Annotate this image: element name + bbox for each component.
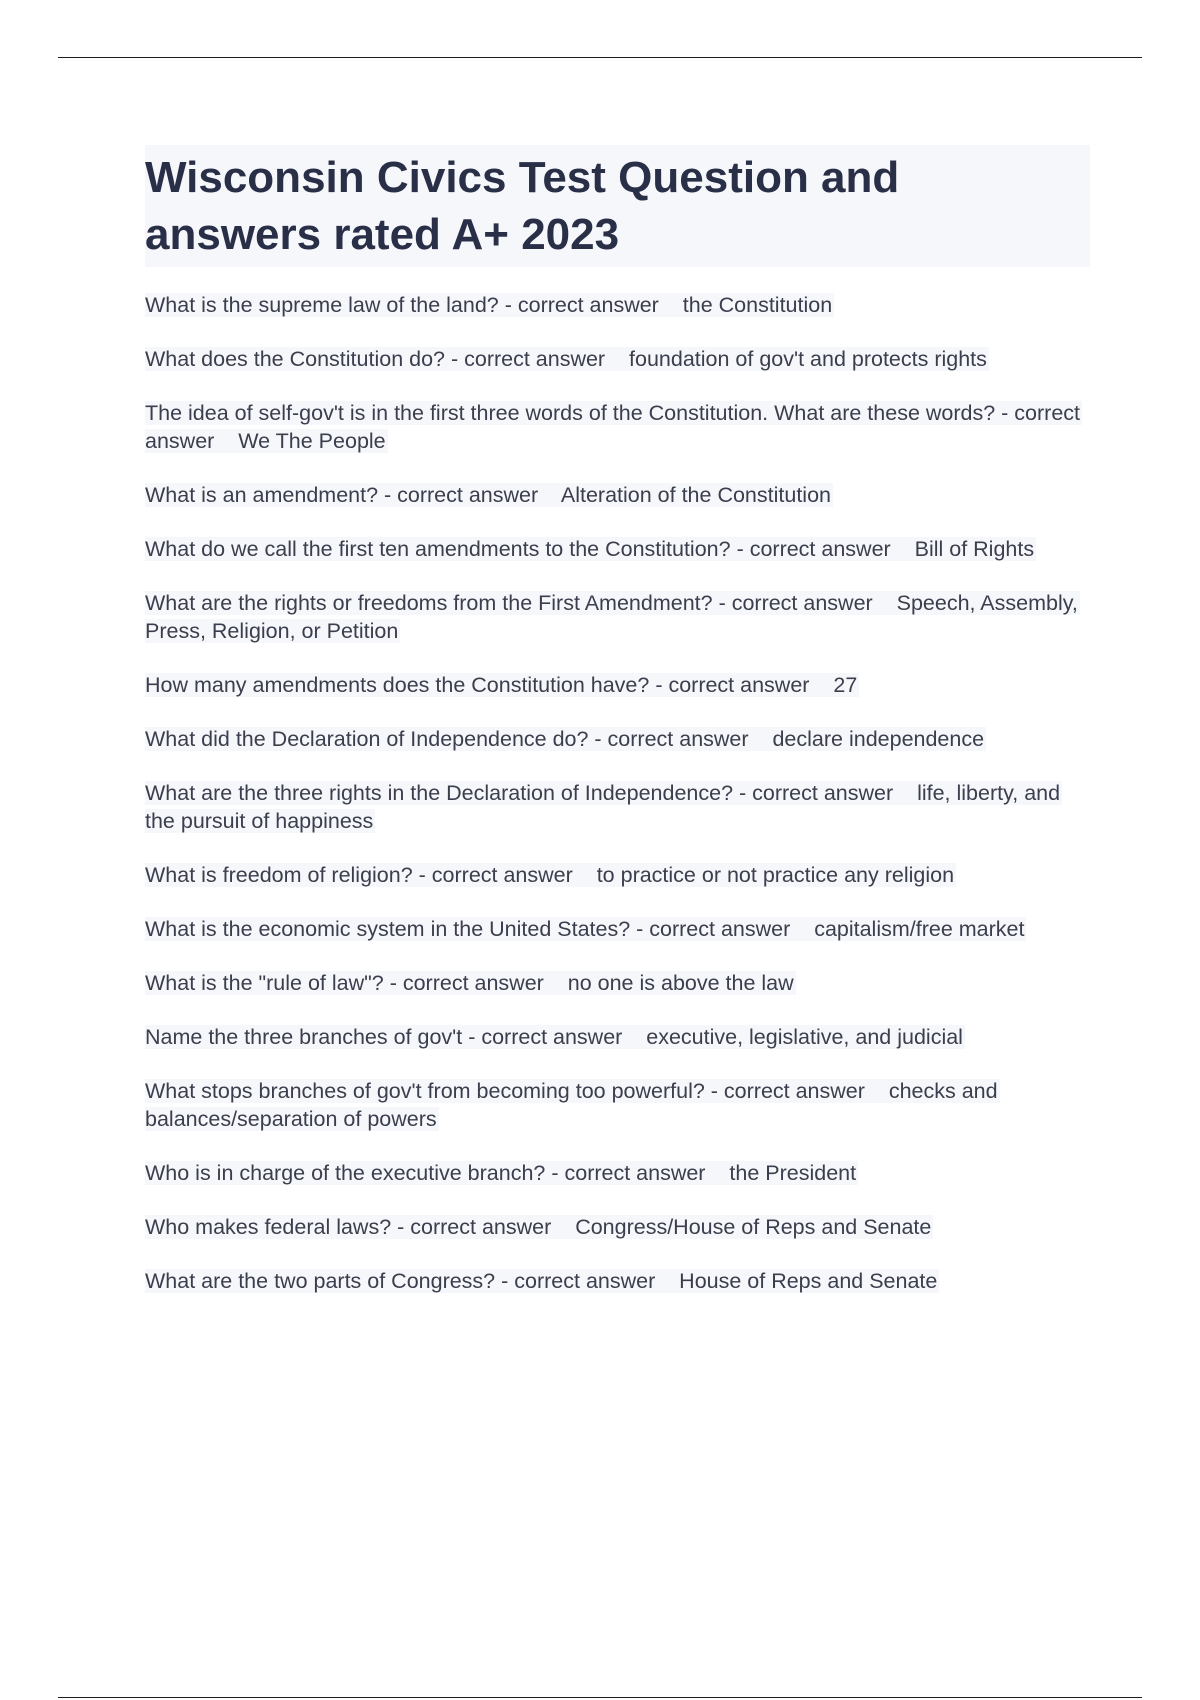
question-text: Who is in charge of the executive branch? (145, 1161, 546, 1185)
answer-text: checks and balances/separation of powers (145, 1079, 998, 1131)
answer-text: to practice or not practice any religion (596, 863, 955, 887)
qa-item (145, 725, 1090, 753)
qa-item (145, 481, 1090, 509)
qa-item (145, 399, 1090, 455)
answer-separator: - correct answer (383, 971, 544, 995)
question-text: Name the three branches of gov't (145, 1025, 463, 1049)
document-body (145, 145, 1090, 1321)
answer-text: no one is above the law (567, 971, 794, 995)
question-text: What is the "rule of law"? (145, 971, 384, 995)
answer-separator: - correct answer (649, 673, 810, 697)
answer-separator: - correct answer (391, 1215, 552, 1239)
answer-separator: - correct answer (495, 1269, 656, 1293)
answer-separator: - correct answer (704, 1079, 865, 1103)
qa-item (145, 535, 1090, 563)
answer-separator: - correct answer (733, 781, 894, 805)
qa-item (145, 1267, 1090, 1295)
question-text: What stops branches of gov't from becoming too powerful? (145, 1079, 705, 1103)
answer-separator: - correct answer (445, 347, 606, 371)
answer-separator: - correct answer (588, 727, 749, 751)
answer-separator: - correct answer (630, 917, 791, 941)
answer-separator: - correct answer (712, 591, 873, 615)
answer-separator: - correct answer (145, 401, 1081, 453)
question-text: The idea of self-gov't is in the first three words of the Constitution. What are these words? (145, 401, 996, 425)
qa-item (145, 861, 1090, 889)
answer-separator: - correct answer (545, 1161, 706, 1185)
answer-text: executive, legislative, and judicial (646, 1025, 963, 1049)
answer-text: the President (729, 1161, 857, 1185)
header-rule (58, 57, 1142, 58)
qa-list (145, 291, 1090, 1295)
qa-item (145, 345, 1090, 373)
qa-item (145, 1023, 1090, 1051)
question-text: How many amendments does the Constitution have? (145, 673, 650, 697)
answer-separator: - correct answer (378, 483, 539, 507)
answer-text: Alteration of the Constitution (560, 483, 831, 507)
qa-item (145, 1213, 1090, 1241)
question-text: What are the three rights in the Declaration of Independence? (145, 781, 734, 805)
qa-item (145, 291, 1090, 319)
answer-text: capitalism/free market (814, 917, 1025, 941)
answer-text: We The People (238, 429, 386, 453)
page-title: Wisconsin Civics Test Question and answers rated A+ 2023 (145, 153, 900, 259)
title-block (145, 145, 1090, 267)
answer-text: 27 (833, 673, 858, 697)
question-text: What is freedom of religion? (145, 863, 413, 887)
question-text: Who makes federal laws? (145, 1215, 392, 1239)
qa-item (145, 1077, 1090, 1133)
question-text: What is the economic system in the United States? (145, 917, 631, 941)
question-text: What is an amendment? (145, 483, 379, 507)
answer-text: life, liberty, and the pursuit of happiness (145, 781, 1061, 833)
question-text: What does the Constitution do? (145, 347, 445, 371)
qa-item (145, 589, 1090, 645)
question-text: What are the two parts of Congress? (145, 1269, 496, 1293)
qa-item (145, 779, 1090, 835)
footer-rule (58, 1697, 1142, 1698)
answer-separator: - correct answer (462, 1025, 623, 1049)
answer-separator: - correct answer (498, 293, 659, 317)
answer-text: declare independence (772, 727, 985, 751)
answer-text: Bill of Rights (914, 537, 1035, 561)
answer-text: the Constitution (682, 293, 833, 317)
qa-item (145, 671, 1090, 699)
answer-separator: - correct answer (730, 537, 891, 561)
question-text: What do we call the first ten amendments to the Constitution? (145, 537, 731, 561)
qa-item (145, 915, 1090, 943)
qa-item (145, 1159, 1090, 1187)
answer-text: foundation of gov't and protects rights (629, 347, 987, 371)
answer-text: Congress/House of Reps and Senate (575, 1215, 932, 1239)
question-text: What are the rights or freedoms from the First Amendment? (145, 591, 713, 615)
answer-text: Speech, Assembly, Press, Religion, or Petition (145, 591, 1078, 643)
answer-text: House of Reps and Senate (679, 1269, 938, 1293)
question-text: What is the supreme law of the land? (145, 293, 499, 317)
answer-separator: - correct answer (412, 863, 573, 887)
question-text: What did the Declaration of Independence do? (145, 727, 589, 751)
qa-item (145, 969, 1090, 997)
